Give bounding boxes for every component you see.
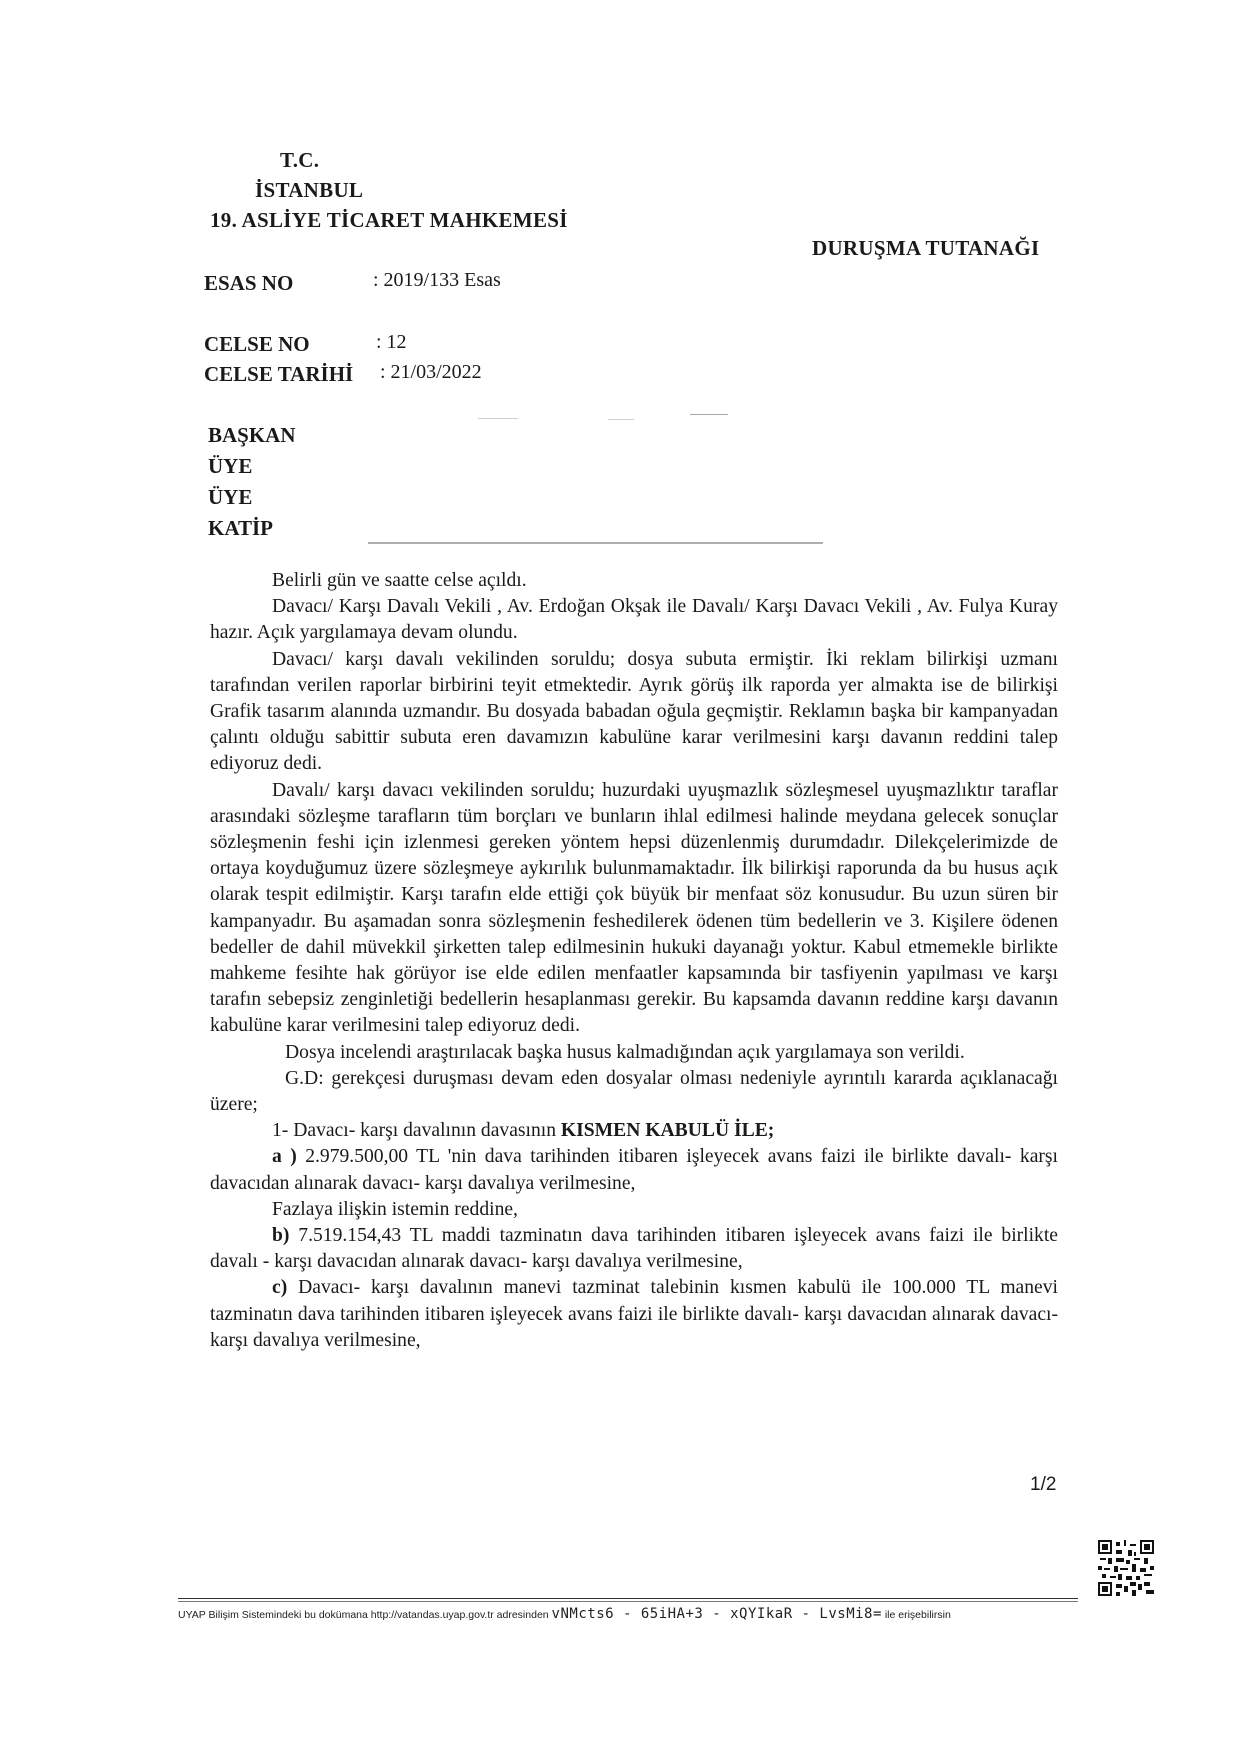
panel-baskan: BAŞKAN bbox=[208, 423, 296, 447]
court-name: 19. ASLİYE TİCARET MAHKEMESİ bbox=[210, 208, 568, 232]
panel-uye-1: ÜYE bbox=[208, 454, 253, 478]
paragraph-decision-intro: G.D: gerekçesi duruşması devam eden dosyalar olması nedeniyle ayrıntılı kararda açıklanacağı üzere; bbox=[210, 1067, 1058, 1116]
paragraph-closing: Dosya incelendi araştırılacak başka husus kalmadığından açık yargılamaya son verildi. bbox=[285, 1041, 965, 1063]
header-city: İSTANBUL bbox=[255, 178, 364, 202]
page-number: 1/2 bbox=[1030, 1474, 1057, 1495]
qr-code-icon bbox=[1098, 1540, 1154, 1596]
esas-value: : 2019/133 Esas bbox=[373, 269, 501, 291]
paragraph-opening: Belirli gün ve saatte celse açıldı. bbox=[272, 570, 527, 591]
celse-value: : 12 bbox=[376, 331, 407, 353]
footer-divider bbox=[178, 1598, 1078, 1599]
paragraph-defendant-statement: Davalı/ karşı davacı vekilinden soruldu; huzurdaki uyuşmazlık sözleşmesel uyuşmazlıktır taraflar arasındaki sözleşme tarafların tüm borçları ve bunların ihlal edilmesi halinde meydana gelecek sonuçlar sözleşmenin feshi için izlenmesi gereken yöntem hepsi düzenlenmiş durumdadır. Dilekçelerimizde de ortaya koyduğumuz üzere sözleşmeye aykırılık bulunmamaktadır. İlk bilirkişi raporunda da bu husus açık olarak tespit edilmiştir. Karşı tarafın elde ettiği çok büyük bir menfaat söz konusudur. Bu uzun süren bir kampanyadır. Bu aşamadan sonra sözleşmenin feshedilerek ödenen tüm bedellerin ve 3. Kişilere ödenen bedeller de dahil müvekkil şirketten talep edilmesinin hukuki dayanağı yoktur. Kabul etmemekle birlikte mahkeme fesihte hak görüyor ise elde edilen menfaatler kapsamında bir tasfiyenin yapılması ve karşı tarafın sebepsiz zenginletiği bedellerin hesaplanması gerekir. Bu kapsamda davanın reddine karşı davanın kabulüne karar verilmesini talep ediyoruz dedi. bbox=[210, 779, 1058, 1037]
paragraph-plaintiff-statement: Davacı/ karşı davalı vekilinden soruldu; dosya subuta ermiştir. İki reklam bilirkişi uzmanı tarafından verilen raporlar birbirini teyit etmektedir. Ayrık görüş ilk raporda yer almakta ise de bilirkişi Grafik tasarım alanında uzmandır. Bu dosyada babadan oğula geçmiştir. Reklamın başka bir kampanyadan çalıntı olduğu sabittir subuta eren davamızın kabulüne karar verilmesini karşı davanın reddini talep ediyoruz dedi. bbox=[210, 648, 1058, 775]
esas-label: ESAS NO bbox=[204, 271, 294, 295]
header-tc: T.C. bbox=[280, 148, 320, 172]
footer-divider bbox=[178, 1601, 1078, 1602]
paragraph-decision-a: a ) 2.979.500,00 TL 'nin dava tarihinden itibaren işleyecek avans faizi ile birlikte davalı- karşı davacıdan alınarak davacı- karşı davalıya verilmesine, bbox=[210, 1146, 1058, 1194]
paragraph-rejection: Fazlaya ilişkin istemin reddine, bbox=[272, 1198, 518, 1220]
celse-date-value: : 21/03/2022 bbox=[380, 361, 482, 383]
scan-artifact bbox=[608, 419, 634, 420]
panel-uye-2: ÜYE bbox=[208, 485, 253, 509]
scan-artifact bbox=[690, 414, 728, 415]
footer-note: UYAP Bilişim Sistemindeki bu dokümana http://vatandas.uyap.gov.tr adresinden vNMcts6 - 65iHA+3 - xQYIkaR - LvsMi8= ile erişebilirsin bbox=[178, 1606, 951, 1622]
minutes-body bbox=[210, 568, 1058, 1354]
paragraph-decision-b: b) 7.519.154,43 TL maddi tazminatın dava tarihinden itibaren işleyecek avans faizi ile birlikte davalı - karşı davacıdan alınarak davacı- karşı davalıya verilmesine, bbox=[210, 1225, 1058, 1273]
celse-date-label: CELSE TARİHİ bbox=[204, 362, 354, 386]
verification-code: vNMcts6 - 65iHA+3 - xQYIkaR - LvsMi8= bbox=[551, 1606, 882, 1622]
paragraph-attendance: Davacı/ Karşı Davalı Vekili , Av. Erdoğan Okşak ile Davalı/ Karşı Davacı Vekili , Av. Fulya Kuray hazır. Açık yargılamaya devam olundu. bbox=[210, 596, 1058, 644]
paragraph-decision-c: c) Davacı- karşı davalının manevi tazminat talebinin kısmen kabulü ile 100.000 TL manevi tazminatın dava tarihinden itibaren işleyecek avans faizi ile birlikte davalı- karşı davacıdan alınarak davacı- karşı davalıya verilmesine, bbox=[210, 1277, 1058, 1351]
redaction-line bbox=[368, 542, 823, 544]
document-title: DURUŞMA TUTANAĞI bbox=[812, 236, 1040, 260]
celse-label: CELSE NO bbox=[204, 332, 310, 356]
panel-katip: KATİP bbox=[208, 516, 273, 540]
paragraph-decision-1: 1- Davacı- karşı davalının davasının KISMEN KABULÜ İLE; bbox=[272, 1120, 775, 1142]
scan-artifact bbox=[478, 418, 518, 419]
